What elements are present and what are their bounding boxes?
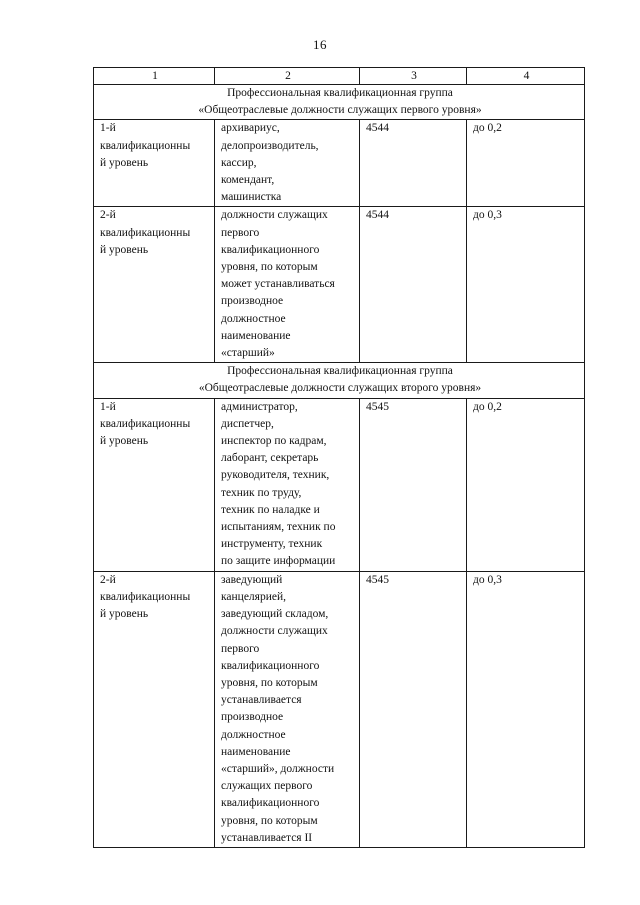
level-cell (94, 120, 215, 207)
position-line: техник по наладке и (221, 503, 320, 516)
position-line: «старший», должности (221, 762, 335, 775)
level-line: 2-й (100, 573, 116, 586)
position-line: делопроизводитель, (221, 139, 319, 152)
position-line: квалификационного (221, 797, 320, 810)
level-line: 1-й (100, 122, 116, 135)
position-line: устанавливается II (221, 831, 313, 844)
position-line: первого (221, 226, 260, 239)
position-line: должностное (221, 728, 286, 741)
position-line: уровня, по которым (221, 261, 318, 274)
position-line: уровня, по которым (221, 676, 318, 689)
level-line: й уровень (100, 156, 149, 169)
position-line: производное (221, 711, 284, 724)
qualification-table (93, 67, 585, 848)
group-subtitle: «Общеотраслевые должности служащих второго уровня» (198, 382, 482, 395)
position-line: кассир, (221, 156, 257, 169)
level-cell (94, 207, 215, 363)
position-line: канцелярией, (221, 590, 286, 603)
position-line: наименование (221, 329, 291, 342)
position-line: техник по труду, (221, 486, 302, 499)
level-line: 1-й (100, 400, 116, 413)
position-line: архивариус, (221, 122, 280, 135)
group-title: Профессиональная квалификационная группа (227, 87, 453, 99)
position-line: должностное (221, 312, 286, 325)
table-row (94, 207, 585, 363)
position-line: заведующий складом, (221, 608, 329, 621)
column-header-4: 4 (467, 68, 585, 85)
position-line: комендант, (221, 174, 275, 187)
level-line: квалификационны (100, 590, 191, 603)
level-line: й уровень (100, 243, 149, 256)
positions-cell (215, 571, 360, 847)
page-number: 16 (313, 37, 327, 52)
coefficient-cell: до 0,2 (467, 398, 585, 571)
group-header (94, 85, 585, 120)
position-line: производное (221, 295, 284, 308)
level-cell (94, 571, 215, 847)
position-line: лаборант, секретарь (221, 452, 319, 465)
position-line: устанавливается (221, 694, 302, 707)
position-line: должности служащих (221, 209, 328, 222)
positions-cell (215, 398, 360, 571)
position-line: администратор, (221, 400, 298, 413)
position-line: наименование (221, 745, 291, 758)
group-title: Профессиональная квалификационная группа (227, 365, 453, 378)
position-line: инспектор по кадрам, (221, 435, 327, 448)
column-header-row (94, 68, 585, 85)
position-line: диспетчер, (221, 417, 274, 430)
position-line: должности служащих (221, 625, 328, 638)
position-line: инструменту, техник (221, 538, 323, 551)
positions-cell (215, 207, 360, 363)
position-line: служащих первого (221, 780, 313, 793)
level-line: й уровень (100, 435, 149, 448)
position-line: квалификационного (221, 659, 320, 672)
position-line: уровня, по которым (221, 814, 318, 827)
group-header-row (94, 85, 585, 120)
position-line: квалификационного (221, 243, 320, 256)
position-line: испытаниям, техник по (221, 521, 336, 534)
column-header-3: 3 (360, 68, 467, 85)
level-cell (94, 398, 215, 571)
coefficient-cell: до 0,3 (467, 207, 585, 363)
level-line: й уровень (100, 608, 149, 621)
code-cell: 4544 (360, 120, 467, 207)
table-row (94, 571, 585, 847)
table-row (94, 120, 585, 207)
coefficient-cell: до 0,2 (467, 120, 585, 207)
code-cell: 4545 (360, 398, 467, 571)
table-row (94, 398, 585, 571)
position-line: может устанавливаться (221, 278, 335, 291)
position-line: «старший» (221, 347, 275, 360)
level-line: квалификационны (100, 226, 191, 239)
code-cell: 4545 (360, 571, 467, 847)
position-line: машинистка (221, 191, 282, 204)
level-line: квалификационны (100, 139, 191, 152)
position-line: по защите информации (221, 555, 336, 568)
coefficient-cell: до 0,3 (467, 571, 585, 847)
positions-cell (215, 120, 360, 207)
level-line: 2-й (100, 209, 116, 222)
group-header (94, 363, 585, 398)
column-header-1: 1 (94, 68, 215, 85)
level-line: квалификационны (100, 417, 191, 430)
position-line: руководителя, техник, (221, 469, 330, 482)
column-header-2: 2 (215, 68, 360, 85)
group-header-row (94, 363, 585, 398)
position-line: первого (221, 642, 260, 655)
group-subtitle: «Общеотраслевые должности служащих первого уровня» (198, 104, 482, 117)
code-cell: 4544 (360, 207, 467, 363)
position-line: заведующий (221, 573, 283, 586)
